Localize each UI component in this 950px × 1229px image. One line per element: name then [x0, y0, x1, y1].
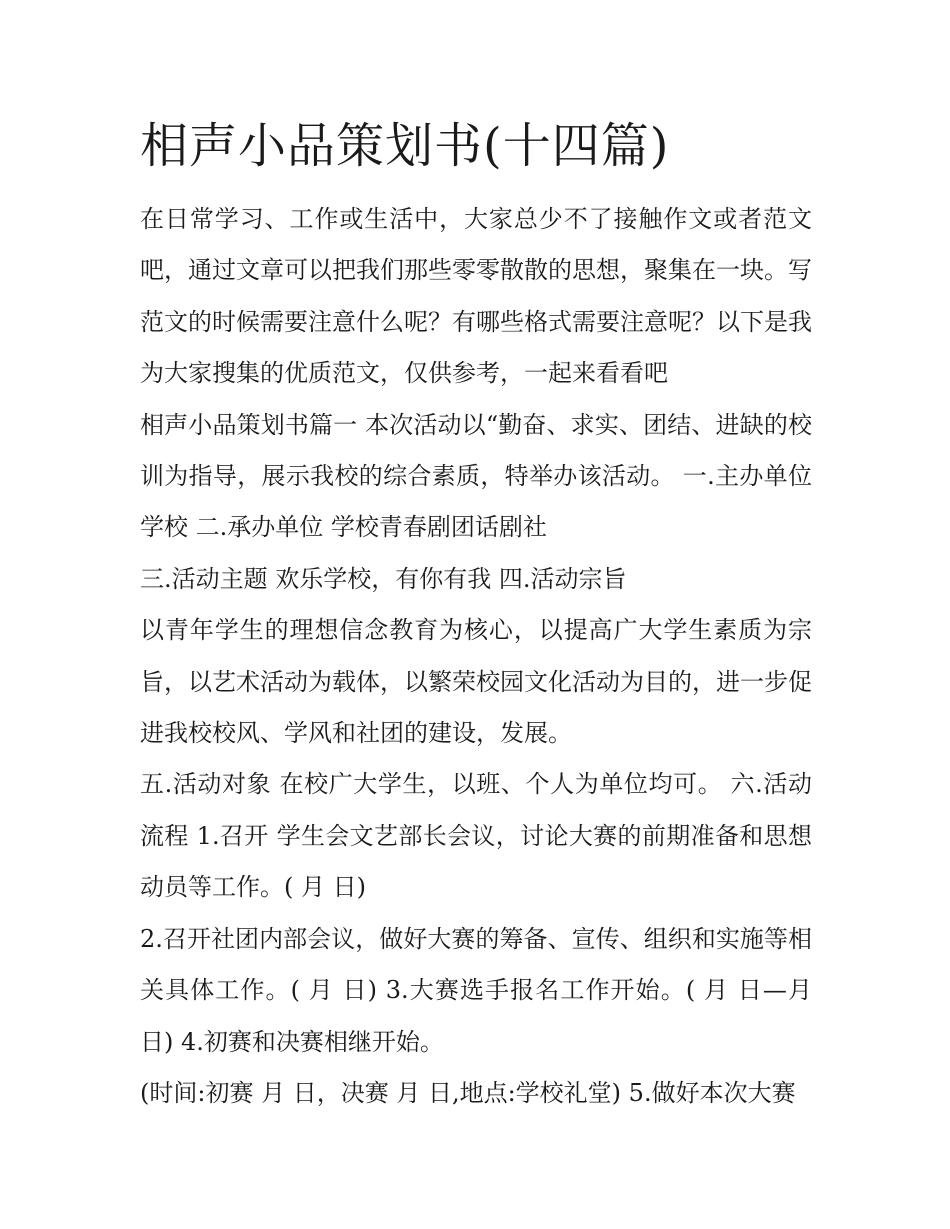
paragraph-preparation-steps: 2.召开社团内部会议，做好大赛的筹备、宣传、组织和实施等相关具体工作。( 月 日) 3.大赛选手报名工作开始。( 月 日—月日) 4.初赛和决赛相继开始。: [140, 924, 812, 1056]
paragraph-activity-purpose: 以青年学生的理想信念教育为核心，以提高广大学生素质为宗旨，以艺术活动为载体，以繁荣校园文化活动为目的，进一步促进我校校风、学风和社团的建设，发展。: [140, 616, 812, 748]
paragraph-schedule: (时间:初赛 月 日，决赛 月 日,地点:学校礼堂) 5.做好本次大赛: [140, 1078, 796, 1107]
paragraph-activity-process: 五.活动对象 在校广大学生，以班、个人为单位均可。 六.活动流程 1.召开 学生会文艺部长会议，讨论大赛的前期准备和思想动员等工作。( 月 日): [140, 770, 812, 902]
document-page: [140, 112, 812, 1119]
paragraph-activity-theme: 三.活动主题 欢乐学校，有你有我 四.活动宗旨: [140, 564, 627, 593]
document-title: 相声小品策划书(十四篇): [140, 118, 670, 174]
paragraph-intro: 在日常学习、工作或生活中，大家总少不了接触作文或者范文吧，通过文章可以把我们那些零零散散的思想，聚集在一块。写范文的时候需要注意什么呢？有哪些格式需要注意呢？以下是我为大家搜集的优质范文，仅供参考，一起来看看吧: [140, 205, 812, 388]
paragraph-activity-overview: 相声小品策划书篇一 本次活动以“勤奋、求实、团结、进缺的校训为指导，展示我校的综合素质，特举办该活动。 一.主办单位 学校 二.承办单位 学校青春剧团话剧社: [140, 410, 812, 542]
